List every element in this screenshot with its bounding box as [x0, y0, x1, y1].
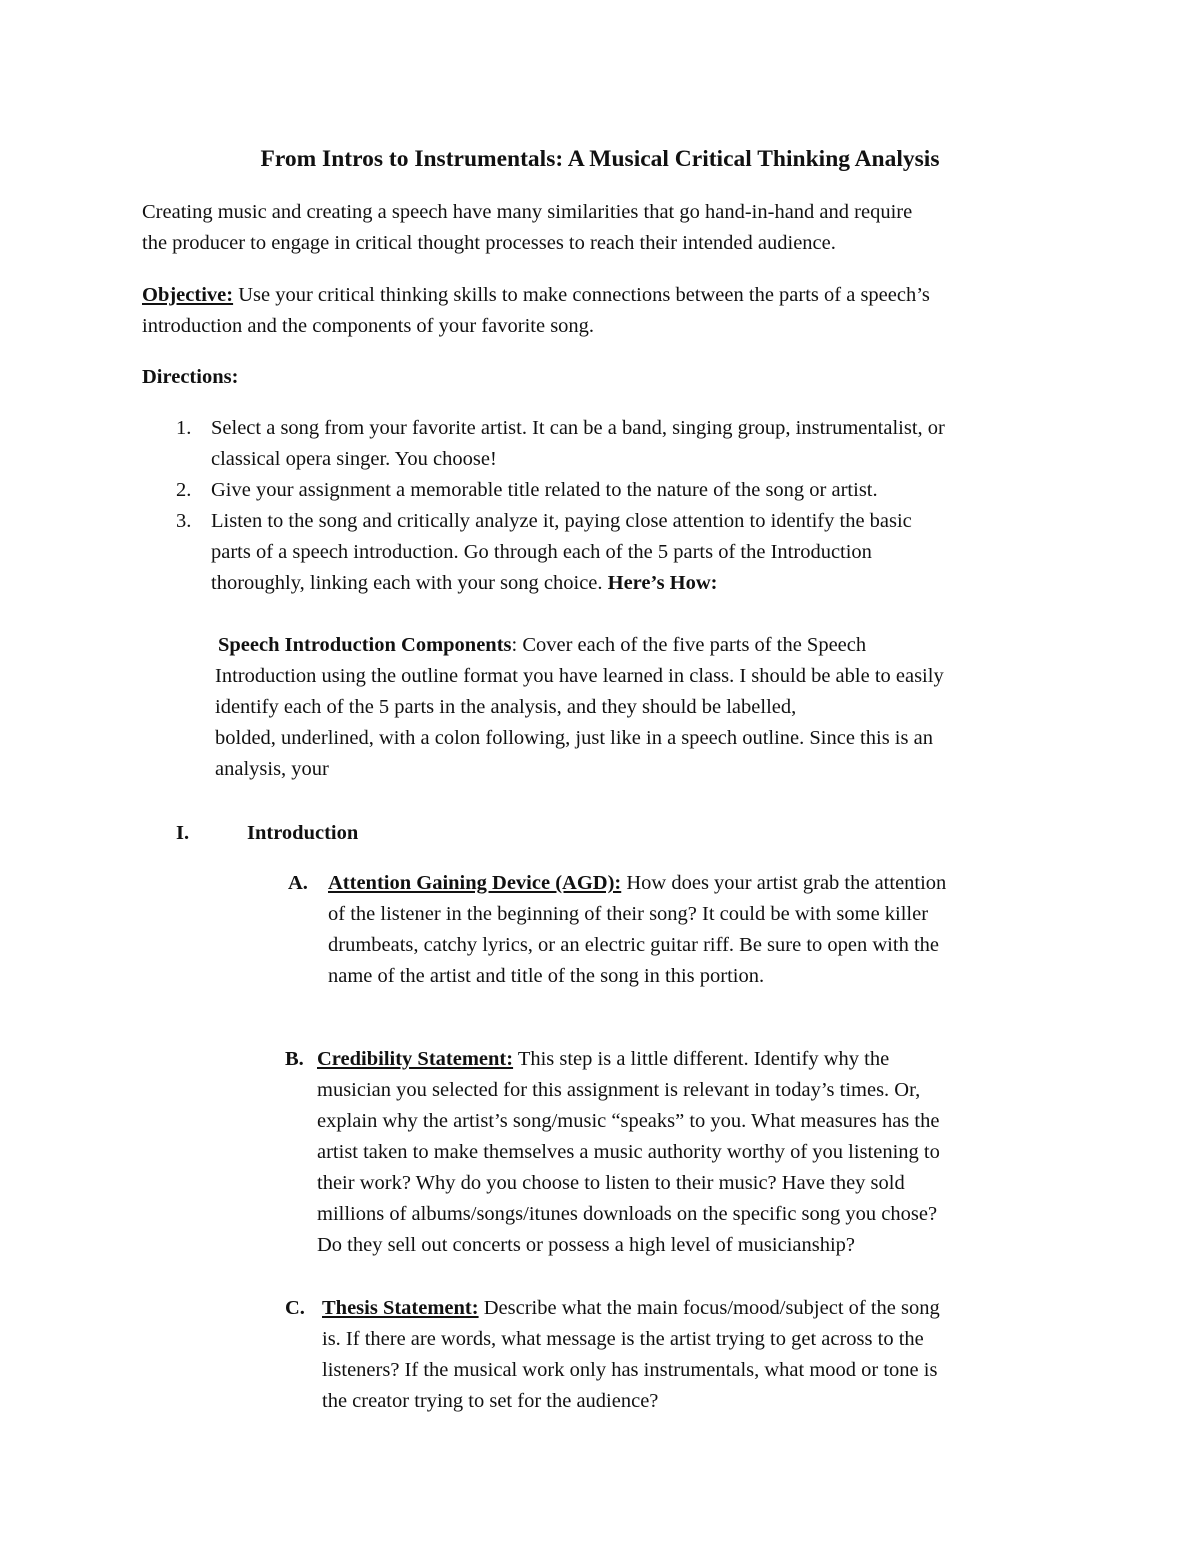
outline-letter-a: A.	[288, 872, 308, 894]
outline-item-attention-gaining-device	[328, 868, 946, 992]
direction-item-2	[211, 475, 878, 506]
credibility-line: their work? Why do you choose to listen to their music? Have they sold	[317, 1172, 905, 1194]
direction-number-2: 2.	[176, 479, 192, 501]
thesis-text: Describe what the main focus/mood/subject of the song	[478, 1297, 940, 1319]
agd-text: How does your artist grab the attention	[621, 872, 947, 894]
direction-item-1	[211, 413, 945, 475]
direction-line: classical opera singer. You choose!	[211, 448, 497, 470]
objective-text: Use your critical thinking skills to make connections between the parts of a speech’s	[233, 284, 930, 306]
direction-item-3	[211, 506, 912, 599]
credibility-text: This step is a little different. Identify why the	[513, 1048, 890, 1070]
direction-line: Give your assignment a memorable title related to the nature of the song or artist.	[211, 479, 878, 501]
thesis-label: Thesis Statement:	[322, 1297, 479, 1319]
agd-line: name of the artist and title of the song in this portion.	[328, 965, 765, 987]
direction-number-1: 1.	[176, 417, 192, 439]
credibility-line: explain why the artist’s song/music “speaks” to you. What measures has the	[317, 1110, 940, 1132]
direction-number-3: 3.	[176, 510, 192, 532]
thesis-line: the creator trying to set for the audience?	[322, 1390, 659, 1412]
credibility-line: Do they sell out concerts or possess a high level of musicianship?	[317, 1234, 856, 1256]
credibility-line: millions of albums/songs/itunes downloads on the specific song you chose?	[317, 1203, 938, 1225]
outline-letter-b: B.	[285, 1048, 304, 1070]
intro-line: Creating music and creating a speech have many similarities that go hand-in-hand and require	[142, 201, 913, 223]
objective-paragraph	[142, 280, 930, 342]
thesis-line: listeners? If the musical work only has instrumentals, what mood or tone is	[322, 1359, 938, 1381]
direction-line: parts of a speech introduction. Go through each of the 5 parts of the Introduction	[211, 541, 872, 563]
credibility-label: Credibility Statement:	[317, 1048, 514, 1070]
intro-line: the producer to engage in critical thought processes to reach their intended audience.	[142, 232, 836, 254]
outline-item-thesis-statement	[322, 1293, 940, 1417]
agd-line: of the listener in the beginning of their song? It could be with some killer	[328, 903, 929, 925]
components-line: analysis, your	[215, 758, 329, 780]
agd-label: Attention Gaining Device (AGD):	[328, 872, 622, 894]
outline-numeral: I.	[176, 822, 190, 844]
components-label: Speech Introduction Components	[218, 634, 512, 656]
outline-heading: Introduction	[247, 822, 359, 844]
outline-letter-c: C.	[285, 1297, 305, 1319]
components-paragraph	[215, 630, 944, 785]
direction-line: thoroughly, linking each with your song choice.	[211, 572, 608, 594]
document-title: From Intros to Instrumentals: A Musical Critical Thinking Analysis	[260, 146, 940, 172]
direction-line: Select a song from your favorite artist. It can be a band, singing group, instrumentalist, or	[211, 417, 945, 439]
directions-heading: Directions:	[142, 366, 239, 388]
components-line: Introduction using the outline format you have learned in class. I should be able to easily	[215, 665, 944, 687]
thesis-line: is. If there are words, what message is the artist trying to get across to the	[322, 1328, 924, 1350]
objective-label: Objective:	[142, 284, 234, 306]
components-line: bolded, underlined, with a colon following, just like in a speech outline. Since this is an	[215, 727, 933, 749]
heres-how-label: Here’s How:	[607, 572, 718, 594]
outline-item-credibility-statement	[317, 1044, 940, 1261]
components-line: identify each of the 5 parts in the analysis, and they should be labelled,	[215, 696, 797, 718]
intro-paragraph	[142, 197, 912, 259]
components-text: : Cover each of the five parts of the Speech	[511, 634, 867, 656]
objective-text-line2: introduction and the components of your favorite song.	[142, 315, 595, 337]
agd-line: drumbeats, catchy lyrics, or an electric guitar riff. Be sure to open with the	[328, 934, 939, 956]
credibility-line: artist taken to make themselves a music authority worthy of you listening to	[317, 1141, 940, 1163]
credibility-line: musician you selected for this assignment is relevant in today’s times. Or,	[317, 1079, 921, 1101]
direction-line: Listen to the song and critically analyze it, paying close attention to identify the basic	[211, 510, 912, 532]
